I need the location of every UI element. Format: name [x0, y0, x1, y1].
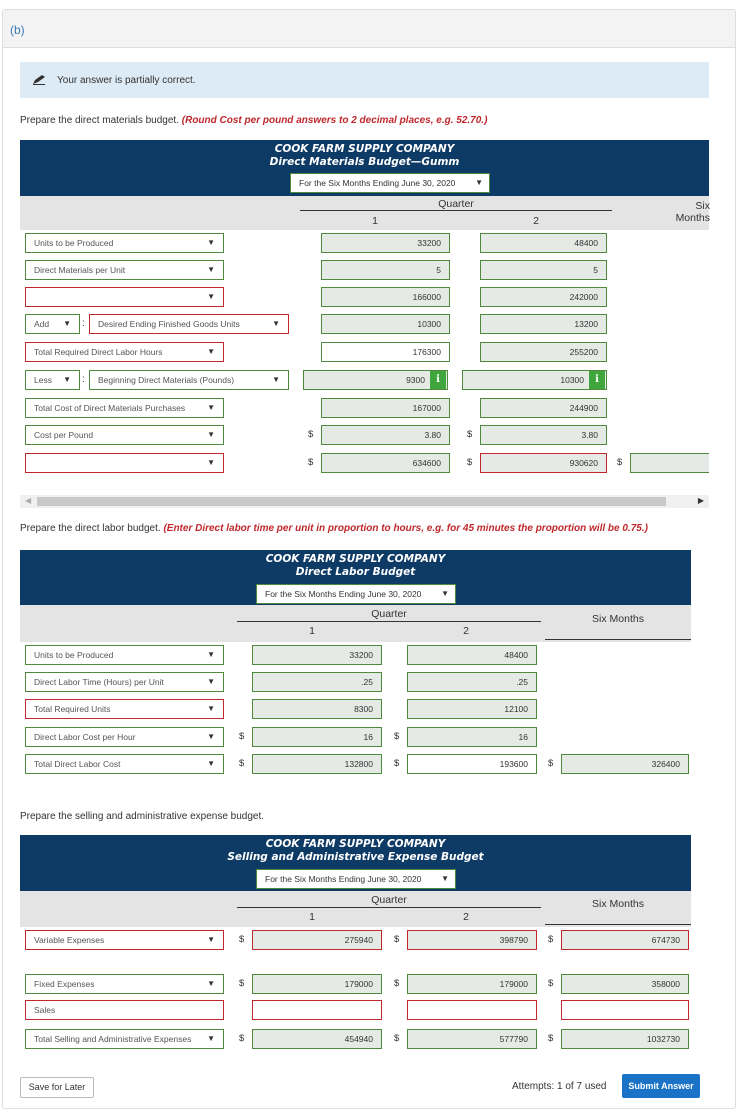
row-label-select[interactable]: Beginning Direct Materials (Pounds) ▼ — [89, 370, 289, 390]
quarter-2-label: 2 — [463, 911, 469, 923]
q2-input[interactable]: 48400 — [480, 233, 607, 253]
dollar-sign: $ — [394, 1033, 400, 1044]
dollar-sign: $ — [617, 457, 623, 468]
budget-title: Direct Labor Budget — [295, 566, 416, 578]
labor-instruction-note: (Enter Direct labor time per unit in proportion to hours, e.g. for 45 minutes the proportion will be 0.75.) — [163, 523, 648, 534]
dollar-sign: $ — [548, 1033, 554, 1044]
chevron-down-icon: ▼ — [207, 759, 215, 768]
dollar-sign: $ — [239, 758, 245, 769]
q2-input[interactable]: 12100 — [407, 699, 537, 719]
chevron-down-icon: ▼ — [475, 178, 483, 187]
quarter-1-label: 1 — [309, 911, 315, 923]
q1-input[interactable]: 454940 — [252, 1029, 382, 1049]
chevron-down-icon: ▼ — [207, 732, 215, 741]
quarter-label: Quarter — [438, 198, 474, 210]
labor-instruction: Prepare the direct labor budget. (Enter Direct labor time per unit in proportion to hours, e.g. for 45 minutes the proportion will be 0.75.) — [20, 523, 648, 534]
q1-input[interactable]: 10300 — [321, 314, 450, 334]
scroll-right-icon[interactable]: ▶ — [697, 496, 704, 505]
part-label: (b) — [10, 23, 25, 37]
dollar-sign: $ — [239, 978, 245, 989]
company-name: COOK FARM SUPPLY COMPANY — [265, 838, 446, 850]
row-label-select[interactable]: Fixed Expenses ▼ — [25, 974, 224, 994]
row-label-select[interactable]: Direct Labor Cost per Hour ▼ — [25, 727, 224, 747]
q2-input[interactable] — [407, 1000, 537, 1020]
row-label-select[interactable]: Total Cost of Direct Materials Purchases ▼ — [25, 398, 224, 418]
dollar-sign: $ — [239, 1033, 245, 1044]
dollar-sign: $ — [467, 457, 473, 468]
selling-instruction: Prepare the selling and administrative expense budget. — [20, 811, 265, 822]
chevron-down-icon: ▼ — [207, 650, 215, 659]
chevron-down-icon: ▼ — [207, 458, 215, 467]
add-less-select[interactable]: Less ▼ — [25, 370, 80, 390]
company-name: COOK FARM SUPPLY COMPANY — [265, 553, 446, 565]
company-name: COOK FARM SUPPLY COMPANY — [274, 143, 455, 155]
q1-input[interactable]: 167000 — [321, 398, 450, 418]
row-label-select[interactable]: Units to be Produced ▼ — [25, 645, 224, 665]
chevron-down-icon: ▼ — [207, 265, 215, 274]
chevron-down-icon: ▼ — [207, 292, 215, 301]
row-label-select[interactable]: Variable Expenses ▼ — [25, 930, 224, 950]
six-months-label: Six Months — [592, 898, 644, 910]
quarter-2-label: 2 — [463, 625, 469, 637]
row-label-select[interactable]: Direct Labor Time (Hours) per Unit ▼ — [25, 672, 224, 692]
q1-input[interactable]: .25 — [252, 672, 382, 692]
scroll-left-icon[interactable]: ◀ — [25, 496, 32, 505]
horizontal-scrollbar[interactable] — [20, 495, 709, 508]
row-label-select[interactable] — [25, 453, 224, 473]
chevron-down-icon: ▼ — [207, 430, 215, 439]
quarter-label: Quarter — [371, 608, 407, 620]
q2-input[interactable]: 398790 — [407, 930, 537, 950]
chevron-down-icon: ▼ — [441, 874, 449, 883]
row-label-select[interactable] — [25, 287, 224, 307]
chevron-down-icon: ▼ — [207, 677, 215, 686]
q1-input[interactable]: 166000 — [321, 287, 450, 307]
chevron-down-icon: ▼ — [207, 238, 215, 247]
dollar-sign: $ — [239, 934, 245, 945]
feedback-banner — [20, 62, 709, 98]
dollar-sign: $ — [394, 731, 400, 742]
q2-input[interactable]: 10300 — [462, 370, 607, 390]
q1-input[interactable] — [252, 1000, 382, 1020]
dollar-sign: $ — [548, 934, 554, 945]
row-label-select[interactable]: Sales — [25, 1000, 224, 1020]
row-label-select[interactable]: Desired Ending Finished Goods Units ▼ — [89, 314, 289, 334]
six-months-input[interactable]: 674730 — [561, 930, 689, 950]
feedback-text: Your answer is partially correct. — [57, 75, 196, 86]
budget-title: Direct Materials Budget—Gumm — [269, 156, 460, 168]
divider — [300, 210, 612, 211]
row-label-select[interactable]: Cost per Pound ▼ — [25, 425, 224, 445]
six-months-input[interactable]: 326400 — [561, 754, 689, 774]
info-icon[interactable]: i — [430, 371, 446, 389]
six-months-input[interactable]: 358000 — [561, 974, 689, 994]
add-less-select[interactable]: Add ▼ — [25, 314, 80, 334]
row-label-select[interactable]: Total Selling and Administrative Expenses ▼ — [25, 1029, 224, 1049]
period-select[interactable]: For the Six Months Ending June 30, 2020 ▼ — [256, 869, 456, 889]
q2-input[interactable]: 179000 — [407, 974, 537, 994]
materials-instruction-note: (Round Cost per pound answers to 2 decimal places, e.g. 52.70.) — [181, 115, 488, 126]
chevron-down-icon: ▼ — [272, 319, 280, 328]
materials-instruction: Prepare the direct materials budget. (Round Cost per pound answers to 2 decimal places, e.g. 52.70.) — [20, 115, 488, 126]
quarter-label: Quarter — [371, 894, 407, 906]
chevron-down-icon: ▼ — [272, 375, 280, 384]
dollar-sign: $ — [308, 457, 314, 468]
pencil-icon — [32, 74, 46, 85]
chevron-down-icon: ▼ — [63, 375, 71, 384]
row-label-select[interactable]: Total Required Direct Labor Hours ▼ — [25, 342, 224, 362]
chevron-down-icon: ▼ — [207, 1034, 215, 1043]
row-label-select[interactable]: Total Required Units ▼ — [25, 699, 224, 719]
part-header — [3, 10, 735, 48]
q2-input[interactable]: .25 — [407, 672, 537, 692]
q1-input[interactable]: 9300 — [303, 370, 448, 390]
period-select[interactable]: For the Six Months Ending June 30, 2020 ▼ — [290, 173, 490, 193]
q1-input[interactable]: 3.80 — [321, 425, 450, 445]
divider — [237, 621, 541, 622]
scroll-thumb[interactable] — [37, 497, 666, 506]
q2-input[interactable]: 242000 — [480, 287, 607, 307]
chevron-down-icon: ▼ — [207, 347, 215, 356]
separator-colon: : — [82, 374, 85, 385]
row-label-select[interactable]: Total Direct Labor Cost ▼ — [25, 754, 224, 774]
chevron-down-icon: ▼ — [207, 403, 215, 412]
dollar-sign: $ — [548, 758, 554, 769]
q1-input[interactable]: 176300 — [321, 342, 450, 362]
six-months-input[interactable] — [630, 453, 709, 473]
chevron-down-icon: ▼ — [207, 979, 215, 988]
q1-input[interactable]: 16 — [252, 727, 382, 747]
q1-input[interactable]: 8300 — [252, 699, 382, 719]
dollar-sign: $ — [467, 429, 473, 440]
q1-input[interactable]: 275940 — [252, 930, 382, 950]
q2-input[interactable]: 255200 — [480, 342, 607, 362]
divider — [545, 924, 691, 925]
q2-input[interactable]: 577790 — [407, 1029, 537, 1049]
q1-input[interactable]: 33200 — [321, 233, 450, 253]
six-months-label: Six Months — [592, 613, 644, 625]
q2-input[interactable]: 193600 — [407, 754, 537, 774]
dollar-sign: $ — [548, 978, 554, 989]
chevron-down-icon: ▼ — [441, 589, 449, 598]
q2-input[interactable]: 48400 — [407, 645, 537, 665]
q2-input[interactable]: 3.80 — [480, 425, 607, 445]
q2-input[interactable]: 16 — [407, 727, 537, 747]
six-months-input[interactable] — [561, 1000, 689, 1020]
chevron-down-icon: ▼ — [207, 935, 215, 944]
separator-colon: : — [82, 318, 85, 329]
save-for-later-button[interactable]: Save for Later — [20, 1077, 94, 1098]
dollar-sign: $ — [394, 934, 400, 945]
divider — [545, 639, 691, 640]
q1-input[interactable]: 33200 — [252, 645, 382, 665]
row-label-select[interactable]: Units to be Produced ▼ — [25, 233, 224, 253]
q1-input[interactable]: 634600 — [321, 453, 450, 473]
info-icon[interactable]: i — [589, 371, 605, 389]
quarter-1-label: 1 — [372, 215, 378, 227]
dollar-sign: $ — [308, 429, 314, 440]
dollar-sign: $ — [394, 758, 400, 769]
quarter-1-label: 1 — [309, 625, 315, 637]
six-months-input[interactable]: 1032730 — [561, 1029, 689, 1049]
q1-input[interactable]: 5 — [321, 260, 450, 280]
dollar-sign: $ — [394, 978, 400, 989]
period-select[interactable]: For the Six Months Ending June 30, 2020 ▼ — [256, 584, 456, 604]
chevron-down-icon: ▼ — [63, 319, 71, 328]
q2-input[interactable]: 13200 — [480, 314, 607, 334]
row-label-select[interactable]: Direct Materials per Unit ▼ — [25, 260, 224, 280]
submit-answer-button[interactable]: Submit Answer — [622, 1074, 700, 1098]
q1-input[interactable]: 132800 — [252, 754, 382, 774]
dollar-sign: $ — [239, 731, 245, 742]
q2-input[interactable]: 930620 — [480, 453, 607, 473]
q2-input[interactable]: 244900 — [480, 398, 607, 418]
q1-input[interactable]: 179000 — [252, 974, 382, 994]
attempts-counter: Attempts: 1 of 7 used — [512, 1081, 607, 1092]
six-months-label: Six Months — [675, 200, 710, 224]
divider — [237, 907, 541, 908]
budget-title: Selling and Administrative Expense Budget — [227, 851, 484, 863]
q2-input[interactable]: 5 — [480, 260, 607, 280]
quarter-2-label: 2 — [533, 215, 539, 227]
chevron-down-icon: ▼ — [207, 704, 215, 713]
